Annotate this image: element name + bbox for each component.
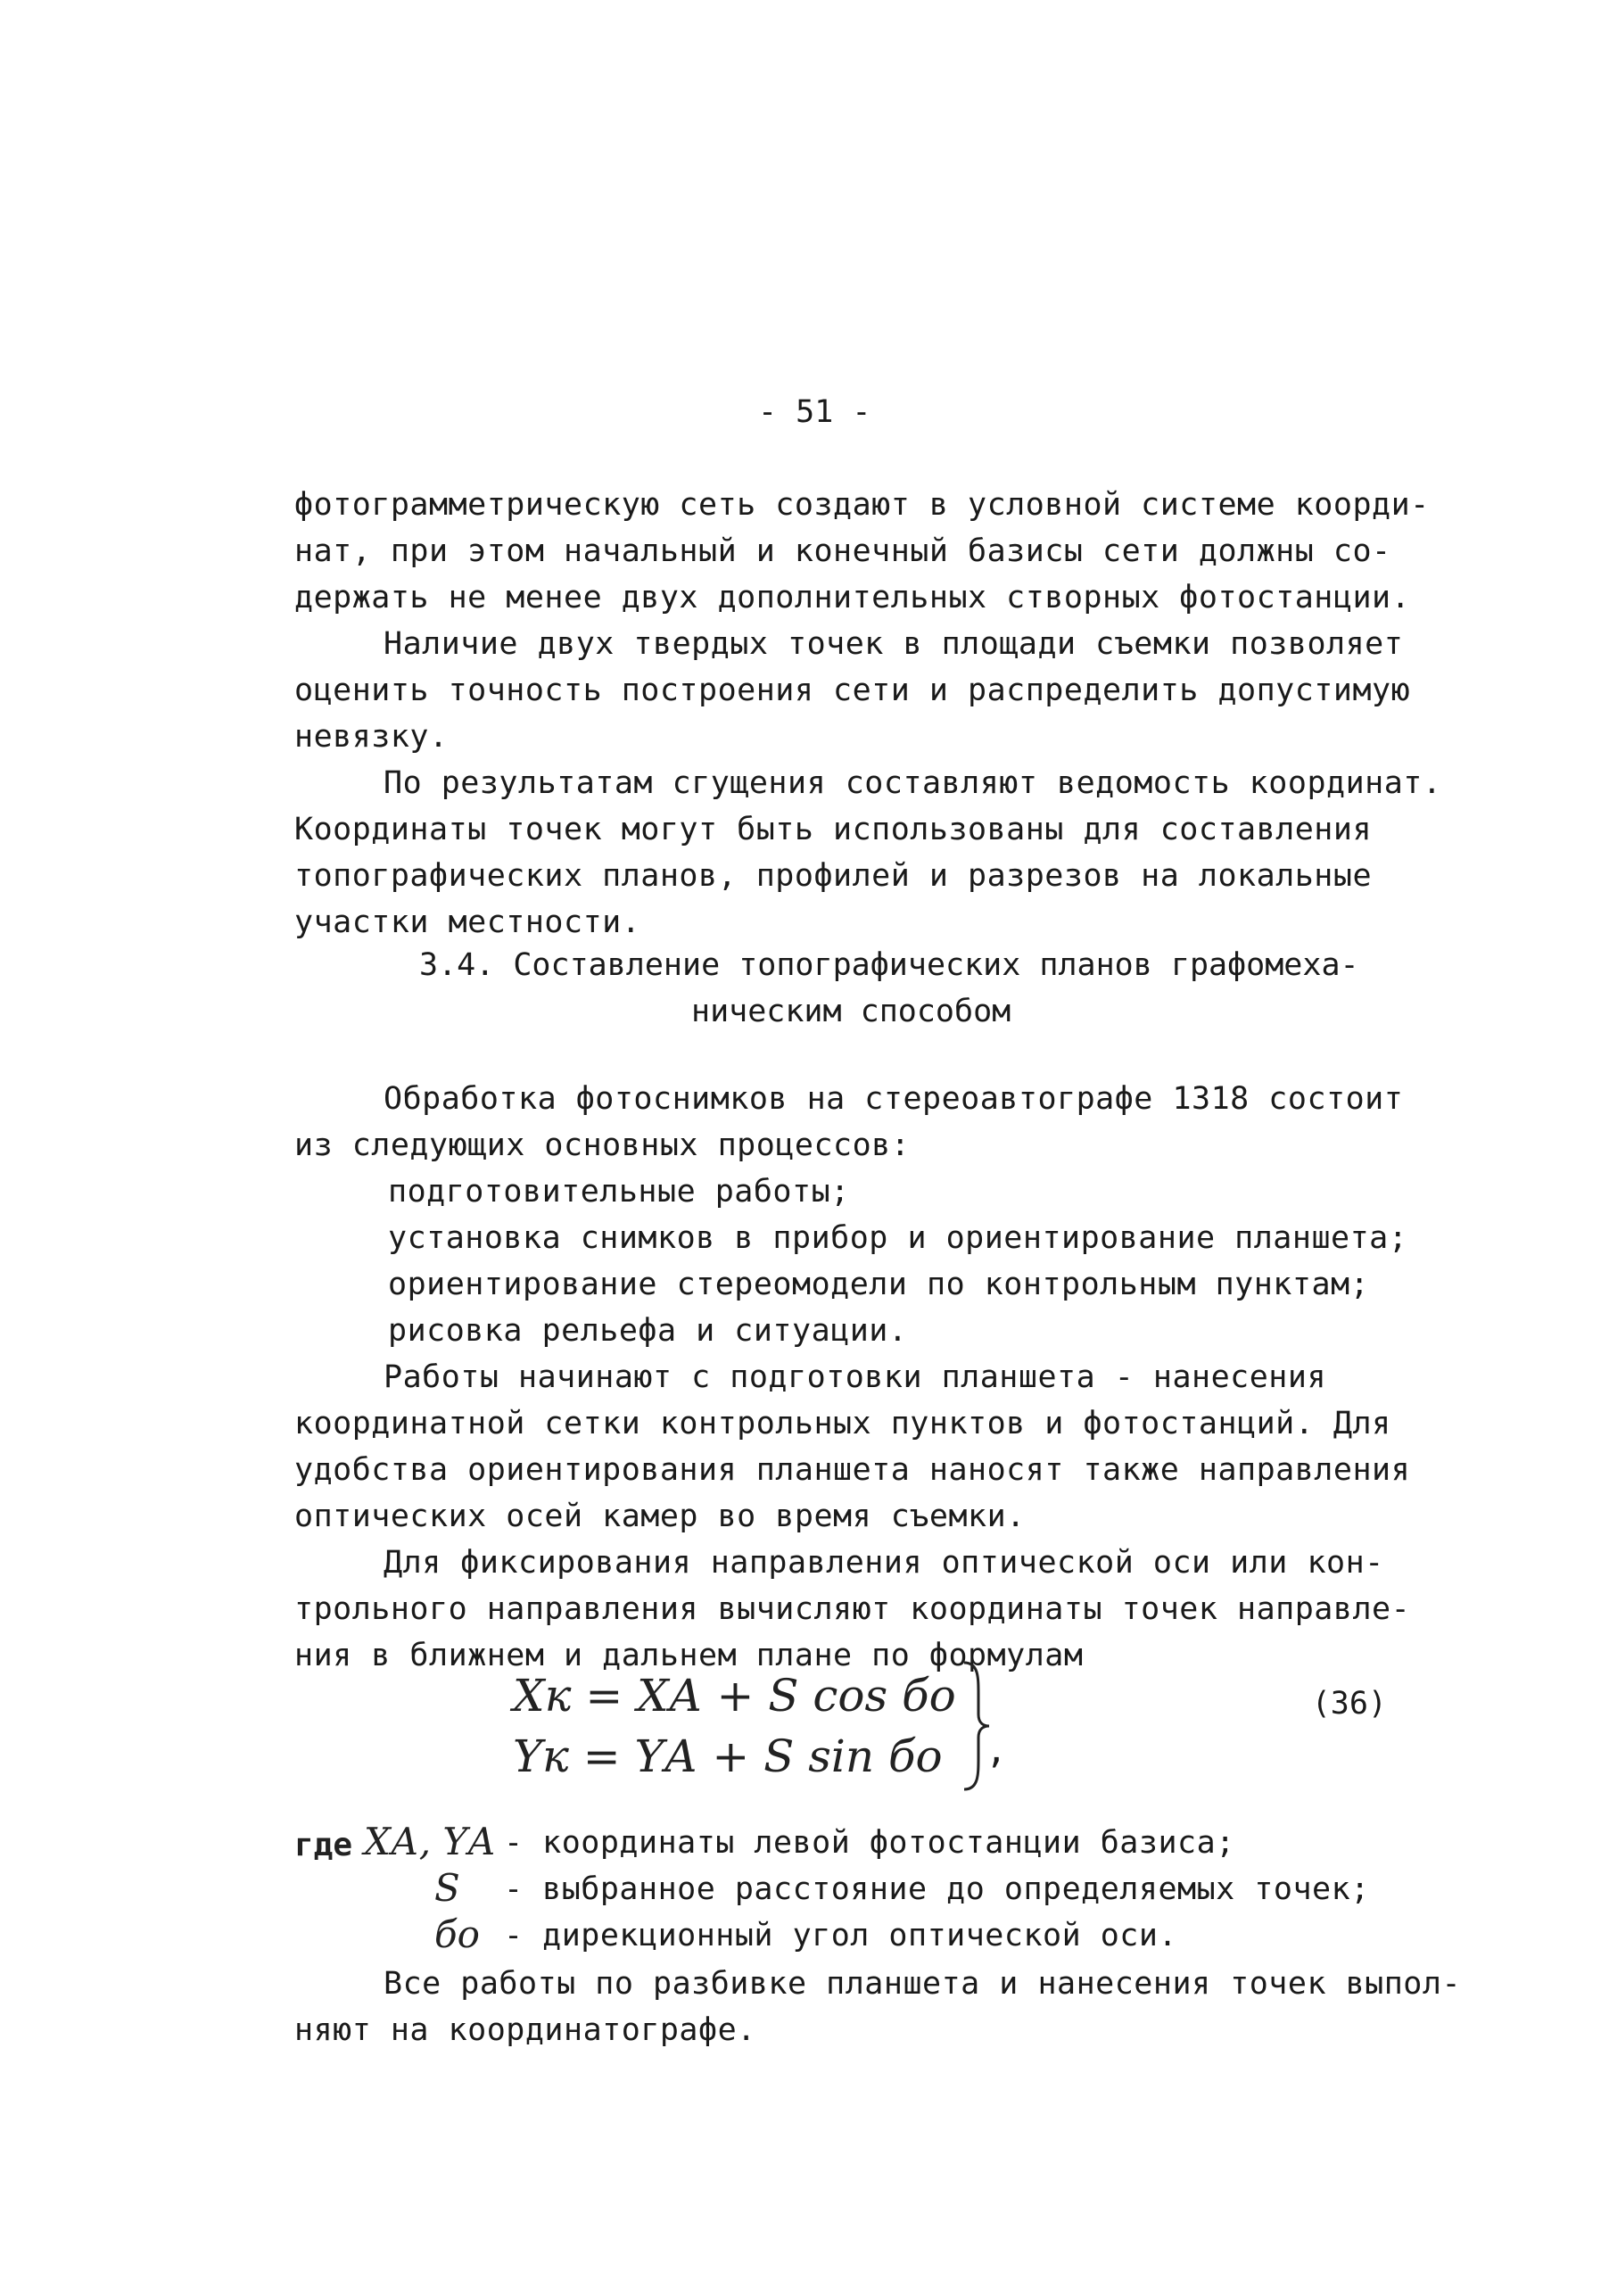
- right-brace-icon: [959, 1659, 994, 1793]
- text-line: участки местности.: [294, 904, 641, 940]
- where-word: где: [294, 1827, 353, 1863]
- legend-symbol: S: [434, 1866, 460, 1910]
- text-line: оптических осей камер во время съемки.: [294, 1499, 1026, 1534]
- text-line: Все работы по разбивке планшета и нанесения точек выпол-: [384, 1966, 1462, 2002]
- text-line: нат, при этом начальный и конечный базисы сети должны со-: [294, 533, 1391, 569]
- text-line: оценить точность построения сети и распределить допустимую: [294, 673, 1411, 708]
- text-line: из следующих основных процессов:: [294, 1127, 911, 1163]
- list-item: ориентирование стереомодели по контрольным пунктам;: [388, 1267, 1370, 1302]
- text-line: По результатам сгущения составляют ведомость координат.: [384, 765, 1442, 801]
- section-heading: 3.4. Составление топографических планов графомеха-: [419, 947, 1359, 983]
- formula-line-2: Yк = YА + S sin бо: [513, 1730, 943, 1782]
- formula-comma: ,: [986, 1730, 1008, 1772]
- text-line: невязку.: [294, 719, 449, 755]
- equation-number: (36): [1311, 1686, 1387, 1722]
- text-line: няют на координатографе.: [294, 2012, 756, 2048]
- text-line: Координаты точек могут быть использованы для составления: [294, 812, 1373, 847]
- text-line: фотограмметрическую сеть создают в условной системе коорди-: [294, 487, 1430, 523]
- text-line: Работы начинают с подготовки планшета - нанесения: [384, 1359, 1327, 1395]
- section-heading-cont: ническим способом: [691, 994, 1011, 1029]
- text-line: топографических планов, профилей и разрезов на локальные: [294, 858, 1373, 894]
- text-line: удобства ориентирования планшета наносят также направления: [294, 1452, 1411, 1488]
- page-number: - 51 -: [758, 394, 871, 430]
- legend-text: - выбранное расстояние до определяемых точек;: [504, 1871, 1370, 1907]
- text-line: Для фиксирования направления оптической оси или кон-: [384, 1545, 1384, 1581]
- text-line: координатной сетки контрольных пунктов и фотостанций. Для: [294, 1406, 1391, 1441]
- legend-symbol: XА, YА: [364, 1820, 496, 1863]
- list-item: подготовительные работы;: [388, 1174, 850, 1210]
- formula-line-1: Xк = XА + S cos бо: [513, 1670, 956, 1722]
- text-line: ния в ближнем и дальнем плане по формулам: [294, 1638, 1084, 1673]
- formula-block: [513, 1659, 1387, 1811]
- text-line: Обработка фотоснимков на стереоавтографе 1318 состоит: [384, 1081, 1404, 1117]
- list-item: рисовка рельефа и ситуации.: [388, 1313, 908, 1349]
- legend-symbol: бо: [434, 1912, 480, 1956]
- legend-text: - координаты левой фотостанции базиса;: [504, 1825, 1235, 1861]
- legend-text: - дирекционный угол оптической оси.: [504, 1918, 1178, 1953]
- text-line: Наличие двух твердых точек в площади съемки позволяет: [384, 626, 1404, 662]
- text-line: трольного направления вычисляют координаты точек направле-: [294, 1591, 1411, 1627]
- text-line: держать не менее двух дополнительных створных фотостанции.: [294, 580, 1411, 615]
- list-item: установка снимков в прибор и ориентирование планшета;: [388, 1220, 1408, 1256]
